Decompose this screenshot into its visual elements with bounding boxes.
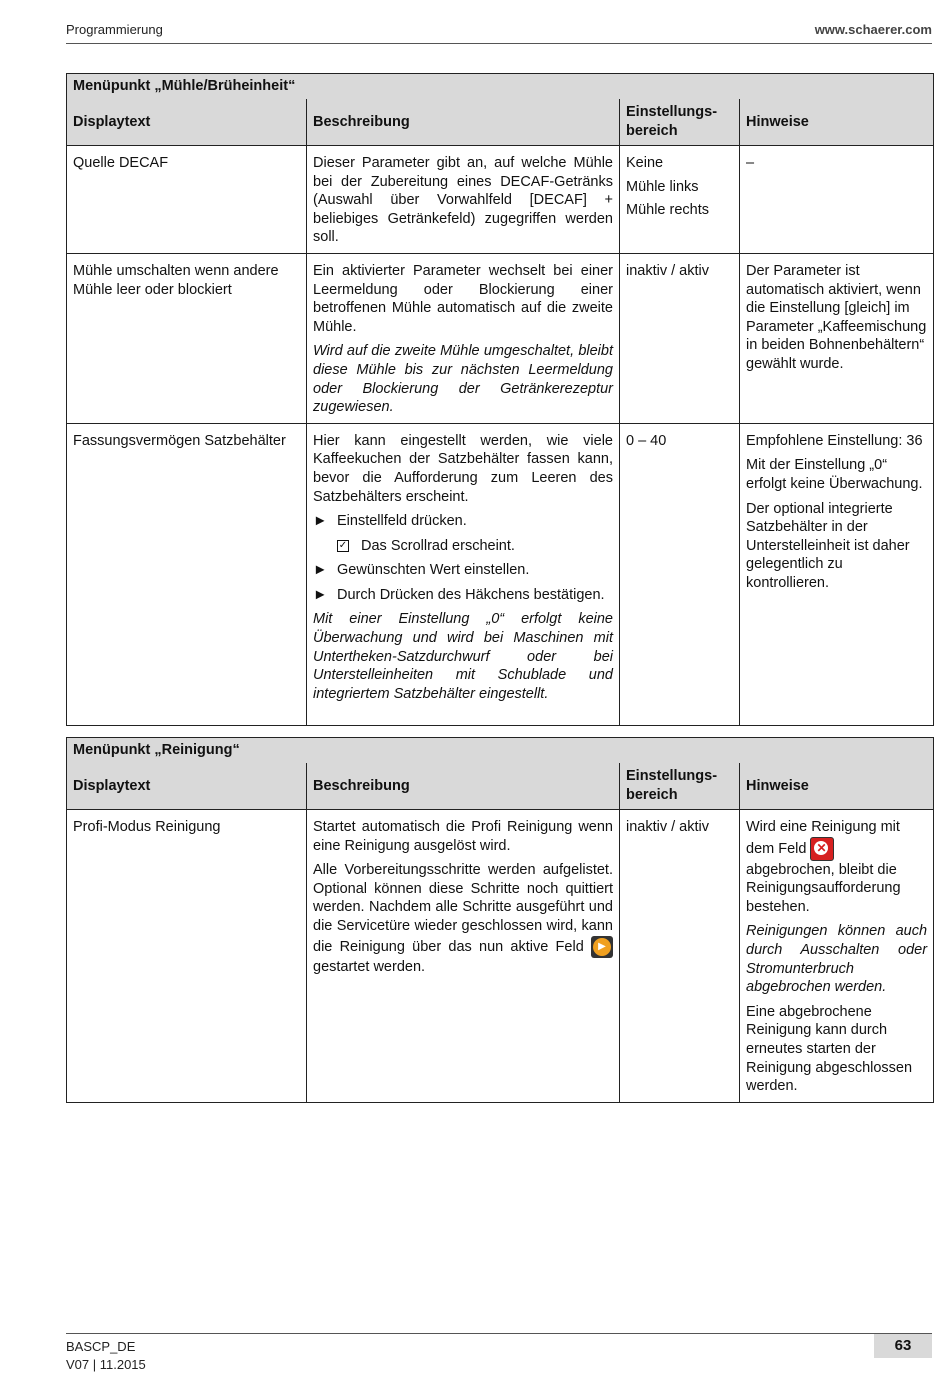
description-text: Startet automatisch die Profi Reinigung wenn eine Reinigung ausgelöst wird. <box>313 819 613 854</box>
range-option: Mühle links <box>626 178 699 195</box>
cancel-field-icon: ✕ <box>810 837 834 861</box>
cell-display: Profi-Modus Reinigung <box>67 810 307 1103</box>
cell-display: Fassungsvermögen Satzbehälter <box>67 423 307 725</box>
step-text: Einstellfeld drücken. <box>337 513 467 530</box>
footer-version: V07 | 11.2015 <box>66 1357 146 1372</box>
cell-range <box>620 146 740 254</box>
header-website: www.schaerer.com <box>814 22 932 37</box>
cell-note <box>740 810 934 1103</box>
page-number: 63 <box>874 1334 932 1358</box>
cell-range: inaktiv / aktiv <box>620 253 740 423</box>
cell-description <box>307 253 620 423</box>
description-note-italic: Wird auf die zweite Mühle umgeschaltet, bleibt diese Mühle bis zur nächsten Leermeldung oder Blockierung der Getränkerezeptur zugewiesen. <box>313 343 613 416</box>
cell-description <box>307 146 620 254</box>
table-title: Menüpunkt „Mühle/Brüheinheit“ <box>67 74 934 100</box>
table-muehle-brueheinheit <box>66 73 934 726</box>
description-text-part: Alle Vorbereitungsschritte werden aufgelistet. Optional können diese Schritte noch quittiert werden. Nachdem alle Schritte ausgeführt und die Servicetüre wieder geschlossen wird, kann die Reinigung über das nun aktive Feld <box>313 862 613 955</box>
column-header-beschreibung: Beschreibung <box>307 763 620 810</box>
result-text: Das Scrollrad erscheint. <box>361 537 515 554</box>
column-header-einstellungsbereich: Einstellungs-bereich <box>620 99 740 146</box>
table-row <box>67 146 934 254</box>
description-note-italic: Mit einer Einstellung „0“ erfolgt keine Überwachung und wird bei Maschinen mit Untertheken-Satzdurchwurf oder bei Unterstelleinheiten mit Schublade und integriertem Satzbehälter eingestellt. <box>313 611 613 702</box>
step-text: Durch Drücken des Häkchens bestätigen. <box>337 586 605 603</box>
note-text: Der optional integrierte Satzbehälter in der Unterstelleinheit ist daher gelegentlich zu kontrollieren. <box>746 500 910 591</box>
instruction-result <box>313 537 613 556</box>
table-reinigung <box>66 737 934 1103</box>
note-text: Eine abgebrochene Reinigung kann durch erneutes starten der Reinigung abgeschlossen werden. <box>746 1003 913 1095</box>
cell-description <box>307 423 620 725</box>
start-field-icon: ▶ <box>591 936 613 958</box>
note-text: Mit der Einstellung „0“ erfolgt keine Überwachung. <box>746 457 923 492</box>
column-header-displaytext: Displaytext <box>67 763 307 810</box>
range-option: Keine <box>626 155 664 171</box>
table-row <box>67 253 934 423</box>
cell-display: Mühle umschalten wenn andere Mühle leer oder blockiert <box>67 253 307 423</box>
note-text-part: abgebrochen, bleibt die Reinigungsaufforderung bestehen. <box>746 861 901 915</box>
triangle-bullet-icon: ► <box>313 586 328 603</box>
cell-range: inaktiv / aktiv <box>620 810 740 1103</box>
description-text <box>313 861 613 976</box>
triangle-bullet-icon: ► <box>313 562 328 579</box>
description-text: Hier kann eingestellt werden, wie viele Kaffeekuchen der Satzbehälter fassen kann, bevor die Aufforderung zum Leeren des Satzbehälters erscheint. <box>313 432 613 505</box>
cell-note: – <box>740 146 934 254</box>
note-text: Empfohlene Einstellung: 36 <box>746 432 923 449</box>
description-text: Ein aktivierter Parameter wechselt bei einer Leermeldung oder Blockierung einer betroffenen Mühle automatisch auf die zweite Mühle. <box>313 262 613 335</box>
cell-note: Der Parameter ist automatisch aktiviert, wenn die Einstellung [gleich] im Parameter „Kaffeemischung in beiden Bohnenbehältern“ gewählt wurde. <box>740 253 934 423</box>
table-title: Menüpunkt „Reinigung“ <box>67 738 934 764</box>
instruction-step <box>313 512 613 531</box>
table-row <box>67 810 934 1103</box>
note-text-part: Wird eine Reinigung mit dem Feld <box>746 819 900 857</box>
header-section-title: Programmierung <box>66 22 163 37</box>
column-header-beschreibung: Beschreibung <box>307 99 620 146</box>
table-row <box>67 423 934 725</box>
header-divider <box>66 43 932 44</box>
column-header-hinweise: Hinweise <box>740 99 934 146</box>
checkbox-result-icon: ✓ <box>338 539 348 551</box>
footer-document-id: BASCP_DE <box>66 1339 136 1354</box>
instruction-step <box>313 586 613 605</box>
column-header-einstellungsbereich: Einstellungs-bereich <box>620 763 740 810</box>
note-text <box>746 818 927 916</box>
footer-divider <box>66 1333 932 1334</box>
step-text: Gewünschten Wert einstellen. <box>337 562 530 579</box>
cell-range: 0 – 40 <box>620 423 740 725</box>
column-header-displaytext: Displaytext <box>67 99 307 146</box>
triangle-bullet-icon: ► <box>313 513 328 530</box>
cell-description <box>307 810 620 1103</box>
instruction-step <box>313 561 613 580</box>
description-text: Dieser Parameter gibt an, auf welche Mühle bei der Zubereitung eines DECAF-Getränks (Auswahl über Vorwahlfeld [DECAF] + beliebiges Getränkefeld) zugegriffen werden soll. <box>313 155 613 246</box>
note-text-italic: Reinigungen können auch durch Ausschalten oder Stromunterbruch abgebrochen werden. <box>746 923 928 996</box>
range-option: Mühle rechts <box>626 202 710 219</box>
description-text-part: gestartet werden. <box>313 958 426 975</box>
column-header-hinweise: Hinweise <box>740 763 934 810</box>
cell-display: Quelle DECAF <box>67 146 307 254</box>
cell-note <box>740 423 934 725</box>
